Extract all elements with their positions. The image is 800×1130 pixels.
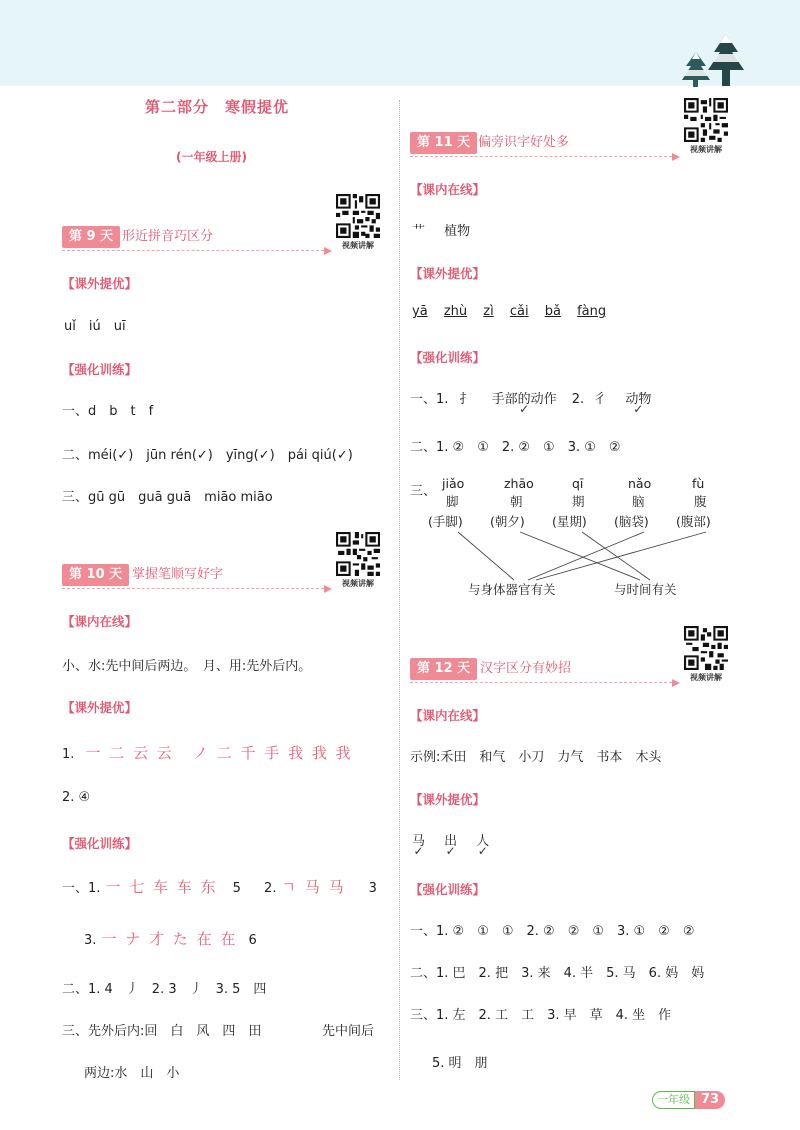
section-heading: 【强化训练】 xyxy=(410,882,486,897)
answer-line: 艹 植物 xyxy=(412,224,471,239)
answer-line: 一、d b t f xyxy=(62,404,154,419)
qr-code-icon xyxy=(336,532,380,576)
qr-caption: 视频讲解 xyxy=(690,673,722,682)
answer-prefix: 三、 xyxy=(410,484,437,499)
section-heading: 【课外提优】 xyxy=(410,792,486,807)
section-heading: 【课内在线】 xyxy=(410,182,486,197)
snow-tree-icon xyxy=(678,30,748,88)
answer-line: 二、méi(✓) jūn rén(✓) yīng(✓) pái qiú(✓) xyxy=(62,448,353,463)
answer-line: 一、1. ② ① ① 2. ② ② ① 3. ① ② ② xyxy=(410,924,695,939)
section-heading: 【强化训练】 xyxy=(410,350,486,365)
qr-code[interactable] xyxy=(334,532,382,589)
qr-code-icon xyxy=(684,626,728,670)
answer-line: 马 ✓ 出 ✓ 人 ✓ xyxy=(412,830,489,849)
section-heading: 【强化训练】 xyxy=(62,362,138,377)
part-title: 第二部分 寒假提优 xyxy=(145,98,290,116)
stroke-order-answer: 一、1. 一 七 车 车 东 5 2. ㄱ 马 马 3 xyxy=(62,878,377,896)
page-number-badge xyxy=(652,1091,725,1109)
answer-line: 二、1. ② ① 2. ② ① 3. ① ② xyxy=(410,440,621,455)
section-heading: 【课外提优】 xyxy=(62,700,138,715)
answer-line: 三、先外后内:回 白 风 四 田 xyxy=(62,1024,262,1039)
answer-line: 一、1. 扌 手部的动作 ✓ 2. 彳 动物 ✓ xyxy=(410,388,651,407)
qr-code[interactable] xyxy=(682,626,730,683)
section-heading: 【课外提优】 xyxy=(62,276,138,291)
answer-line: 示例:禾田 和气 小刀 力气 书本 木头 xyxy=(410,750,662,765)
grade-label: 一年级 xyxy=(652,1091,695,1109)
page-number: 73 xyxy=(695,1091,725,1109)
stroke-order-answer: 1. 一 二 云 云 ノ 二 千 手 我 我 我 xyxy=(62,744,353,762)
day-11-header xyxy=(410,132,672,154)
section-heading: 【课内在线】 xyxy=(62,614,138,629)
answer-line: 二、1. 4 丿 2. 3 丿 3. 5 四 xyxy=(62,982,267,997)
answer-line: 二、1. 巴 2. 把 3. 来 4. 半 5. 马 6. 妈 妈 xyxy=(410,966,705,981)
day-12-header xyxy=(410,658,672,680)
pinyin-answer: yā zhù zì cǎi bǎ fàng xyxy=(412,304,607,319)
matching-diagram: jiǎo zhāo qī nǎo fù 脚 朝 期 脑 腹 (手脚) (朝夕) (星期) (脑袋) (腹部) 与身体器官有关 与时间有关 xyxy=(428,476,728,604)
qr-code-icon xyxy=(336,194,380,238)
part-subtitle: (一年级上册) xyxy=(176,150,247,164)
day-11-title: 偏旁识字好处多 xyxy=(478,135,570,150)
qr-code[interactable] xyxy=(682,98,730,155)
day-10-title: 掌握笔顺写好字 xyxy=(132,567,224,582)
column-divider xyxy=(399,100,400,1080)
answer-line: 两边:水 山 小 xyxy=(84,1066,180,1081)
day-9-header xyxy=(62,226,324,248)
answer-line: 5. 明 朋 xyxy=(432,1056,488,1071)
answer-line: 三、1. 左 2. 工 工 3. 早 草 4. 坐 作 xyxy=(410,1008,672,1023)
qr-code[interactable] xyxy=(334,194,382,251)
day-12-title: 汉字区分有妙招 xyxy=(480,661,572,676)
day-9-tag: 第 9 天 xyxy=(62,226,120,248)
answer-line: 2. ④ xyxy=(62,790,91,805)
day-11-tag: 第 11 天 xyxy=(410,132,477,154)
qr-caption: 视频讲解 xyxy=(342,579,374,588)
day-9-title: 形近拼音巧区分 xyxy=(122,229,214,244)
answer-line: 三、gū gū guā guā miāo miāo xyxy=(62,490,273,505)
stroke-order-answer: 3. 一 ナ 才 た 在 在 6 xyxy=(84,930,257,948)
qr-caption: 视频讲解 xyxy=(690,145,722,154)
day-12-tag: 第 12 天 xyxy=(410,658,477,680)
section-heading: 【强化训练】 xyxy=(62,836,138,851)
section-heading: 【课内在线】 xyxy=(410,708,486,723)
answer-line: 先中间后 xyxy=(322,1024,375,1039)
section-heading: 【课外提优】 xyxy=(410,266,486,281)
day-10-header xyxy=(62,564,324,586)
answer-line: uǐ iú uī xyxy=(64,319,126,334)
qr-caption: 视频讲解 xyxy=(342,241,374,250)
answer-line: 小、水:先中间后两边。 月、用:先外后内。 xyxy=(62,659,312,674)
day-10-tag: 第 10 天 xyxy=(62,564,129,586)
qr-code-icon xyxy=(684,98,728,142)
